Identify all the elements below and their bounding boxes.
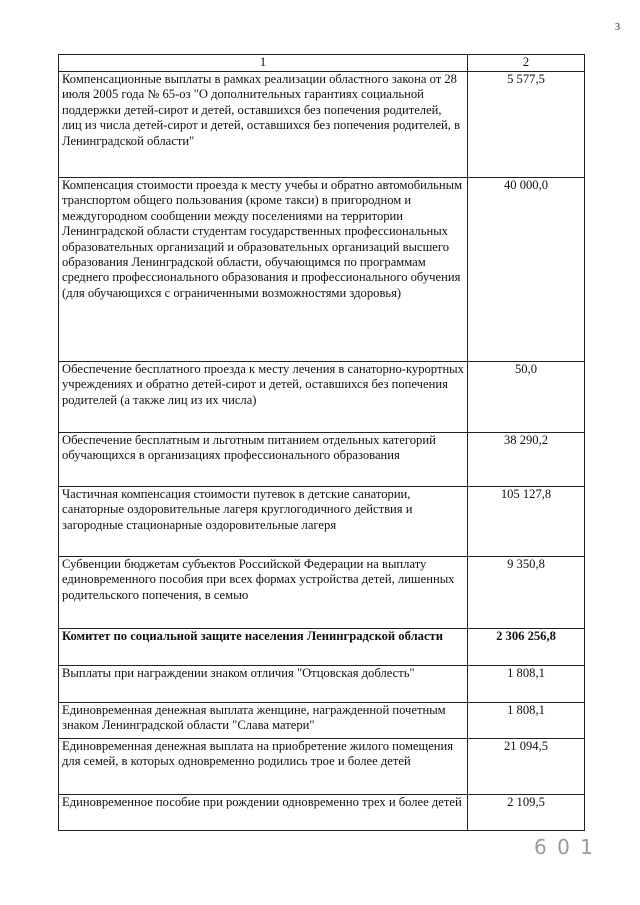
row-amount: 1 808,1 bbox=[468, 703, 585, 739]
row-description: Субвенции бюджетам субъектов Российской Федерации на выплату единовременного пособия при всех формах устройства детей, лишенных родительского попечения, в семью bbox=[59, 557, 468, 629]
table-row bbox=[59, 666, 585, 703]
row-amount: 2 306 256,8 bbox=[468, 629, 585, 666]
row-amount: 21 094,5 bbox=[468, 739, 585, 795]
table-row bbox=[59, 362, 585, 433]
table-row bbox=[59, 487, 585, 557]
row-amount: 1 808,1 bbox=[468, 666, 585, 703]
page-number: 3 bbox=[615, 22, 620, 33]
table-row bbox=[59, 739, 585, 795]
row-amount: 5 577,5 bbox=[468, 72, 585, 178]
table-row bbox=[59, 433, 585, 487]
budget-table bbox=[58, 54, 585, 831]
row-description: Обеспечение бесплатного проезда к месту лечения в санаторно-курортных учреждениях и обратно детей-сирот и детей, оставшихся без попечения родителей (а также лиц из их числа) bbox=[59, 362, 468, 433]
table-row bbox=[59, 72, 585, 178]
row-description: Выплаты при награждении знаком отличия "Отцовская доблесть" bbox=[59, 666, 468, 703]
row-description: Частичная компенсация стоимости путевок в детские санатории, санаторные оздоровительные лагеря круглогодичного действия и загородные стационарные оздоровительные лагеря bbox=[59, 487, 468, 557]
row-description: Единовременная денежная выплата женщине, награжденной почетным знаком Ленинградской области "Слава матери" bbox=[59, 703, 468, 739]
row-amount: 9 350,8 bbox=[468, 557, 585, 629]
row-amount: 50,0 bbox=[468, 362, 585, 433]
column-header-1: 1 bbox=[59, 55, 468, 72]
row-description: Комитет по социальной защите населения Ленинградской области bbox=[59, 629, 468, 666]
row-amount: 38 290,2 bbox=[468, 433, 585, 487]
row-description: Компенсация стоимости проезда к месту учебы и обратно автомобильным транспортом общего пользования (кроме такси) в пригородном и междугородном сообщении между поселениями на территории Ленинградской области студентам государственных профессиональных образовательных организаций и образовательных организаций высшего образования Ленинградской области, обучающимся по программам среднего профессионального образования и профессионального обучения (для обучающихся с ограниченными возможностями здоровья) bbox=[59, 178, 468, 362]
table-row bbox=[59, 178, 585, 362]
row-amount: 105 127,8 bbox=[468, 487, 585, 557]
row-description: Обеспечение бесплатным и льготным питанием отдельных категорий обучающихся в организациях профессионального образования bbox=[59, 433, 468, 487]
row-description: Компенсационные выплаты в рамках реализации областного закона от 28 июля 2005 года № 65-оз "О дополнительных гарантиях социальной поддержки детей-сирот и детей, оставшихся без попечения родителей, лиц из числа детей-сирот и детей, оставшихся без попечения родителей, в Ленинградской области" bbox=[59, 72, 468, 178]
column-header-2: 2 bbox=[468, 55, 585, 72]
table-row bbox=[59, 703, 585, 739]
row-description: Единовременная денежная выплата на приобретение жилого помещения для семей, в которых одновременно родились трое и более детей bbox=[59, 739, 468, 795]
table-row bbox=[59, 795, 585, 831]
table-row-section bbox=[59, 629, 585, 666]
header-row bbox=[59, 55, 585, 72]
row-description: Единовременное пособие при рождении одновременно трех и более детей bbox=[59, 795, 468, 831]
row-amount: 40 000,0 bbox=[468, 178, 585, 362]
table-row bbox=[59, 557, 585, 629]
page-stamp: 6 0 1 bbox=[534, 835, 595, 859]
row-amount: 2 109,5 bbox=[468, 795, 585, 831]
